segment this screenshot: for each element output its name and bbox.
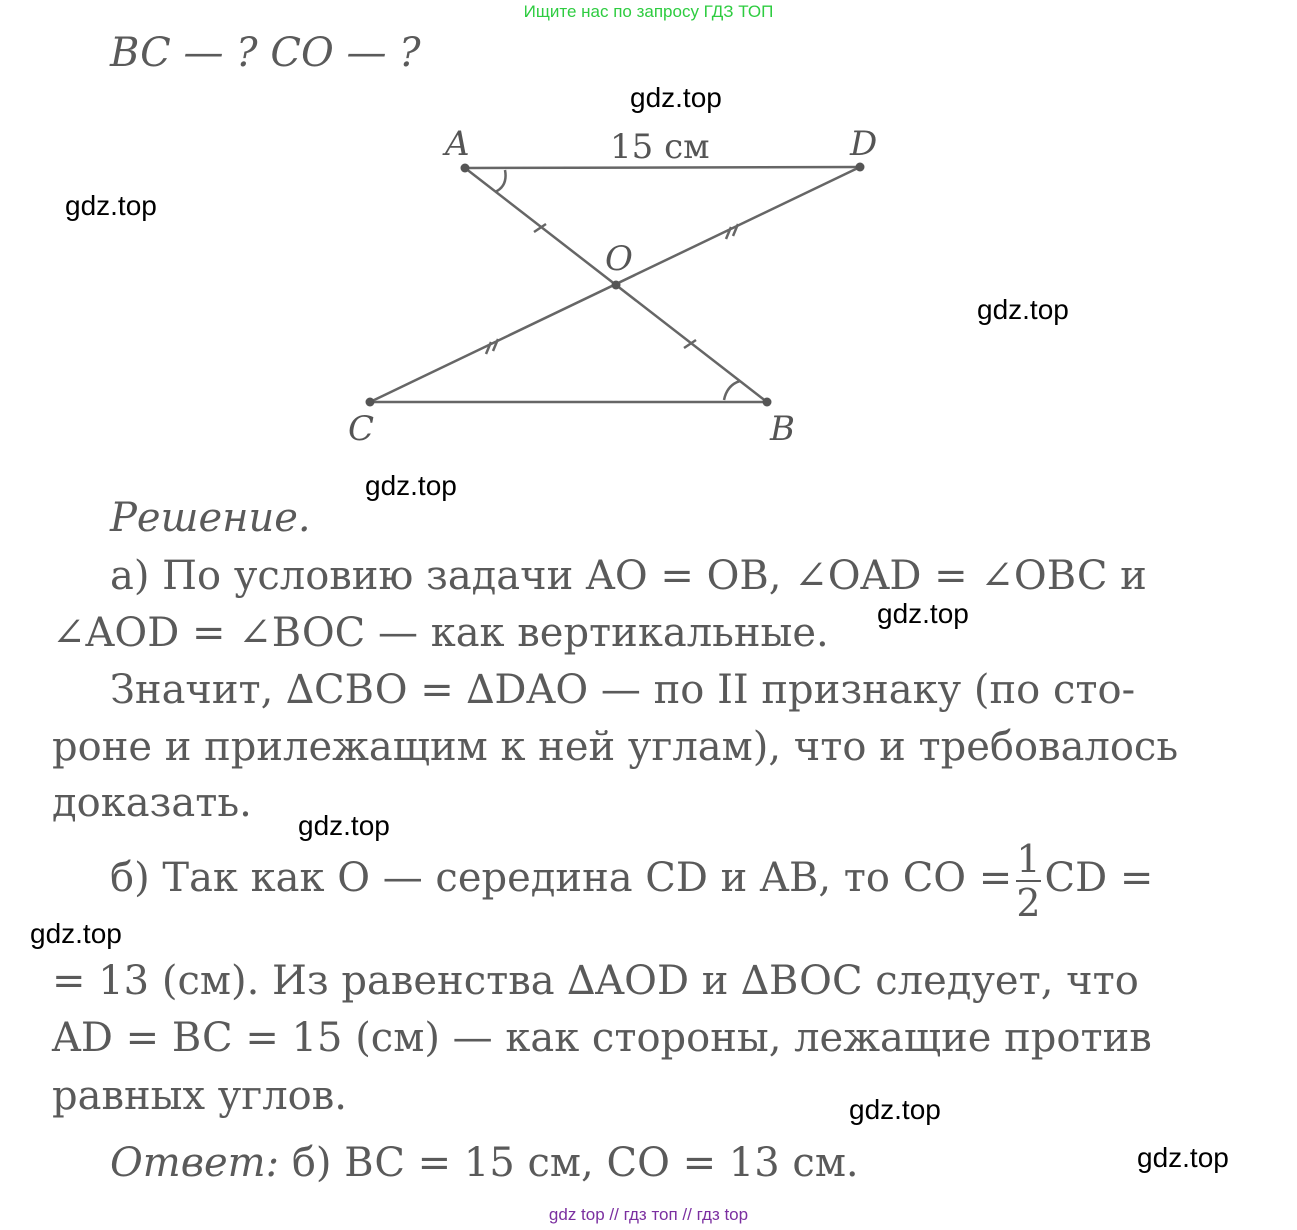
point-b [763,398,772,407]
label-c: C [348,409,375,449]
watermark: gdz.top [977,294,1069,325]
solution-b-line2: = 13 (см). Из равенства ∆AOD и ∆BOC следует, что [52,958,1139,1004]
footer-links: gdz top // гдз топ // гдз top [548,1205,749,1224]
answer-text: б) BC = 15 см, CO = 13 см. [291,1140,859,1186]
solution-a-line2: ∠AOD = ∠BOC — как вертикальные. [52,610,829,656]
angle-arc-b [724,381,740,400]
watermark: gdz.top [30,918,122,949]
solution-b-line1 [110,837,1154,925]
solution-b-line1-pre: б) Так как O — середина CD и AB, то CO = [110,855,1013,901]
answer-line [110,1140,859,1186]
fraction-denominator: 2 [1016,881,1041,925]
watermark: gdz.top [877,598,969,629]
point-o [612,281,621,290]
watermark: gdz.top [65,190,157,221]
watermark: gdz.top [365,470,457,501]
watermark: gdz.top [1137,1142,1229,1173]
angle-arc-a [495,170,506,192]
solution-b-line3: AD = BC = 15 (см) — как стороны, лежащие против [52,1015,1152,1061]
watermark: gdz.top [849,1094,941,1125]
solution-a-line5: доказать. [52,780,252,826]
answer-label: Ответ: [110,1140,280,1186]
watermark: gdz.top [298,810,390,841]
label-a: A [445,124,470,164]
question-line: BC — ? CO — ? [110,30,421,76]
point-a [461,164,470,173]
point-c [366,398,375,407]
fraction-one-half [1016,837,1041,925]
solution-b-line4: равных углов. [52,1073,347,1119]
label-b: B [770,409,795,449]
watermark: gdz.top [630,82,722,113]
solution-a-line4: роне и прилежащим к ней углам), что и требовалось [52,724,1179,770]
solution-a-line1: а) По условию задачи AO = OB, ∠OAD = ∠OBC и [110,553,1147,599]
fraction-numerator: 1 [1016,837,1041,881]
solution-b-line1-post: CD = [1044,855,1154,901]
solution-a-line3: Значит, ∆CBO = ∆DAO — по II признаку (по сто- [110,667,1136,713]
solution-heading: Решение. [110,495,311,541]
geometry-diagram [0,0,1297,470]
top-banner: Ищите нас по запросу ГДЗ ТОП [523,2,774,21]
label-ad-length: 15 см [610,127,710,167]
label-d: D [850,124,878,164]
label-o: O [605,239,633,279]
segment-ad [465,167,860,168]
